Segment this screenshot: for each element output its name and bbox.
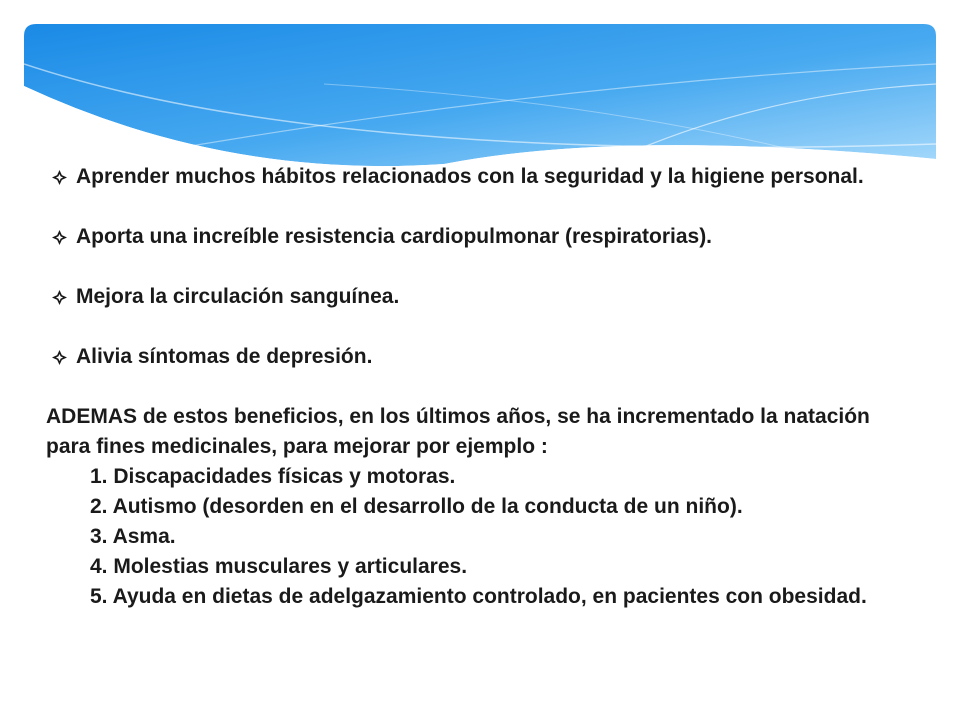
slide-content [46, 162, 916, 612]
diamond-bullet-icon [52, 230, 67, 245]
diamond-bullet-icon [52, 170, 67, 185]
intro-paragraph: ADEMAS de estos beneficios, en los últimos años, se ha incrementado la natación para fines medicinales, para mejorar por ejemplo : [46, 405, 870, 458]
medical-use-item: 3. Asma. [90, 525, 176, 548]
benefit-text: Aporta una increíble resistencia cardiopulmonar (respiratorias). [76, 225, 713, 248]
benefit-text: Aprender muchos hábitos relacionados con la seguridad y la higiene personal. [76, 165, 864, 188]
medical-use-item: 2. Autismo (desorden en el desarrollo de la conducta de un niño). [90, 495, 743, 518]
diamond-bullet-icon [52, 350, 67, 365]
benefit-list [46, 162, 916, 372]
benefit-item [46, 282, 916, 312]
benefit-item [46, 222, 916, 252]
header-banner [24, 24, 936, 174]
benefit-item [46, 342, 916, 372]
diamond-bullet-icon [52, 290, 67, 305]
medical-use-item: 5. Ayuda en dietas de adelgazamiento controlado, en pacientes con obesidad. [90, 585, 867, 608]
benefit-text: Mejora la circulación sanguínea. [76, 285, 400, 308]
benefit-text: Alivia síntomas de depresión. [76, 345, 373, 368]
benefit-item [46, 162, 916, 192]
medical-use-item: 1. Discapacidades físicas y motoras. [90, 465, 456, 488]
medical-use-item: 4. Molestias musculares y articulares. [90, 555, 468, 578]
medical-uses-list [46, 462, 916, 612]
